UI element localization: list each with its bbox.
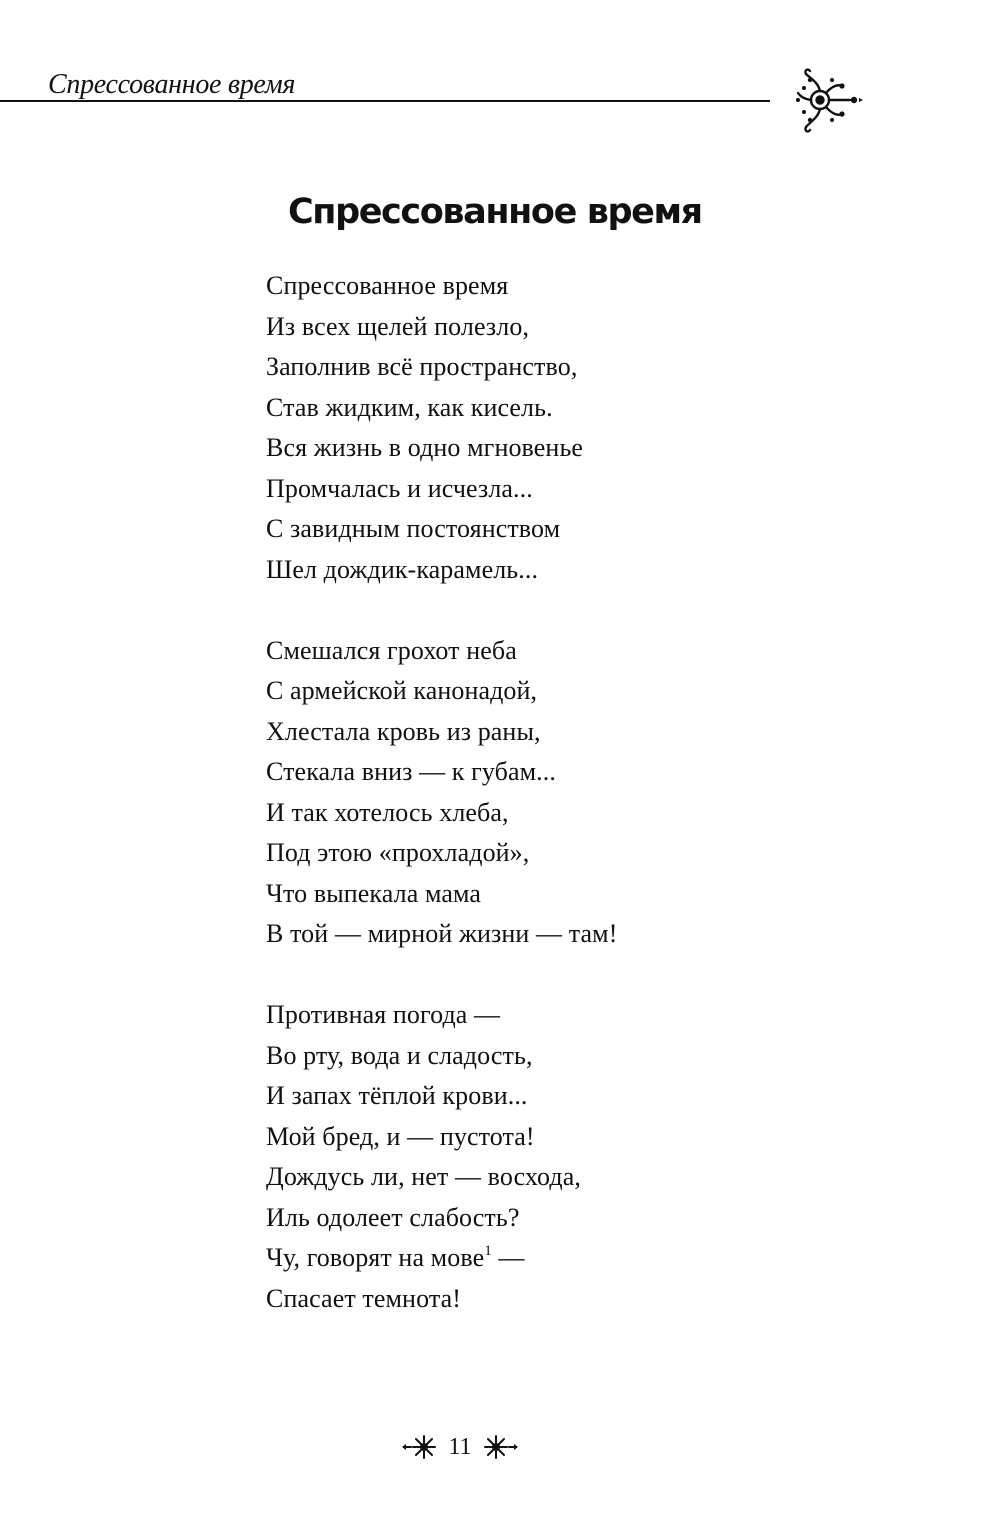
poem-line: С завидным постоянством xyxy=(266,514,561,543)
poem-line: Стекала вниз — к губам... xyxy=(266,757,556,786)
poem-line: И так хотелось хлеба, xyxy=(266,797,509,827)
poem-line: Дождусь ли, нет — восхода, xyxy=(266,1162,581,1191)
poem-line: Промчалась и исчезла... xyxy=(266,473,533,503)
poem-line: Хлестала кровь из раны, xyxy=(266,716,541,746)
poem-line: Шел дождик-карамель... xyxy=(266,554,539,584)
running-title: Спрессованное время xyxy=(48,69,296,100)
poem-line: Мой бред, и — пустота! xyxy=(266,1121,535,1151)
poem-line: И запах тёплой крови... xyxy=(266,1081,528,1110)
poem-line: Спрессованное время xyxy=(266,271,509,300)
stanza-2 xyxy=(266,631,866,955)
page-number: 11 xyxy=(448,1434,472,1460)
floral-ornament-icon xyxy=(796,66,864,136)
poem-line: Иль одолеет слабость? xyxy=(266,1202,520,1232)
poem-title: Спрессованное время xyxy=(288,192,702,232)
poem-line: С армейской канонадой, xyxy=(266,676,538,705)
poem-line: Смешался грохот неба xyxy=(266,635,517,665)
poem-body xyxy=(266,266,866,1360)
poem-line: Во рту, вода и сладость, xyxy=(266,1040,533,1070)
poem-line: Под этою «прохладой», xyxy=(266,838,530,867)
stanza-1 xyxy=(266,266,866,590)
header-rule xyxy=(0,100,770,102)
stanza-3 xyxy=(266,995,866,1319)
poem-line: В той — мирной жизни — там! xyxy=(266,919,618,948)
poem-line-text: Чу, говорят на мове xyxy=(266,1243,485,1272)
poem-line: Став жидким, как кисель. xyxy=(266,392,553,422)
page-footer xyxy=(400,1428,520,1468)
poem-line-footnoted xyxy=(266,1238,866,1279)
snowflake-ornament-icon xyxy=(400,1432,440,1462)
poem-line: Заполнив всё пространство, xyxy=(266,352,578,381)
poem-line: Спасает темнота! xyxy=(266,1283,462,1313)
poem-line: Вся жизнь в одно мгновенье xyxy=(266,433,584,462)
poem-line-dash: — xyxy=(491,1243,525,1272)
poem-line: Из всех щелей полезло, xyxy=(266,311,530,341)
poem-line: Что выпекала мама xyxy=(266,878,481,908)
poem-line: Противная погода — xyxy=(266,1000,501,1029)
footnote-marker[interactable]: 1 xyxy=(484,1243,492,1259)
snowflake-ornament-icon xyxy=(480,1432,520,1462)
